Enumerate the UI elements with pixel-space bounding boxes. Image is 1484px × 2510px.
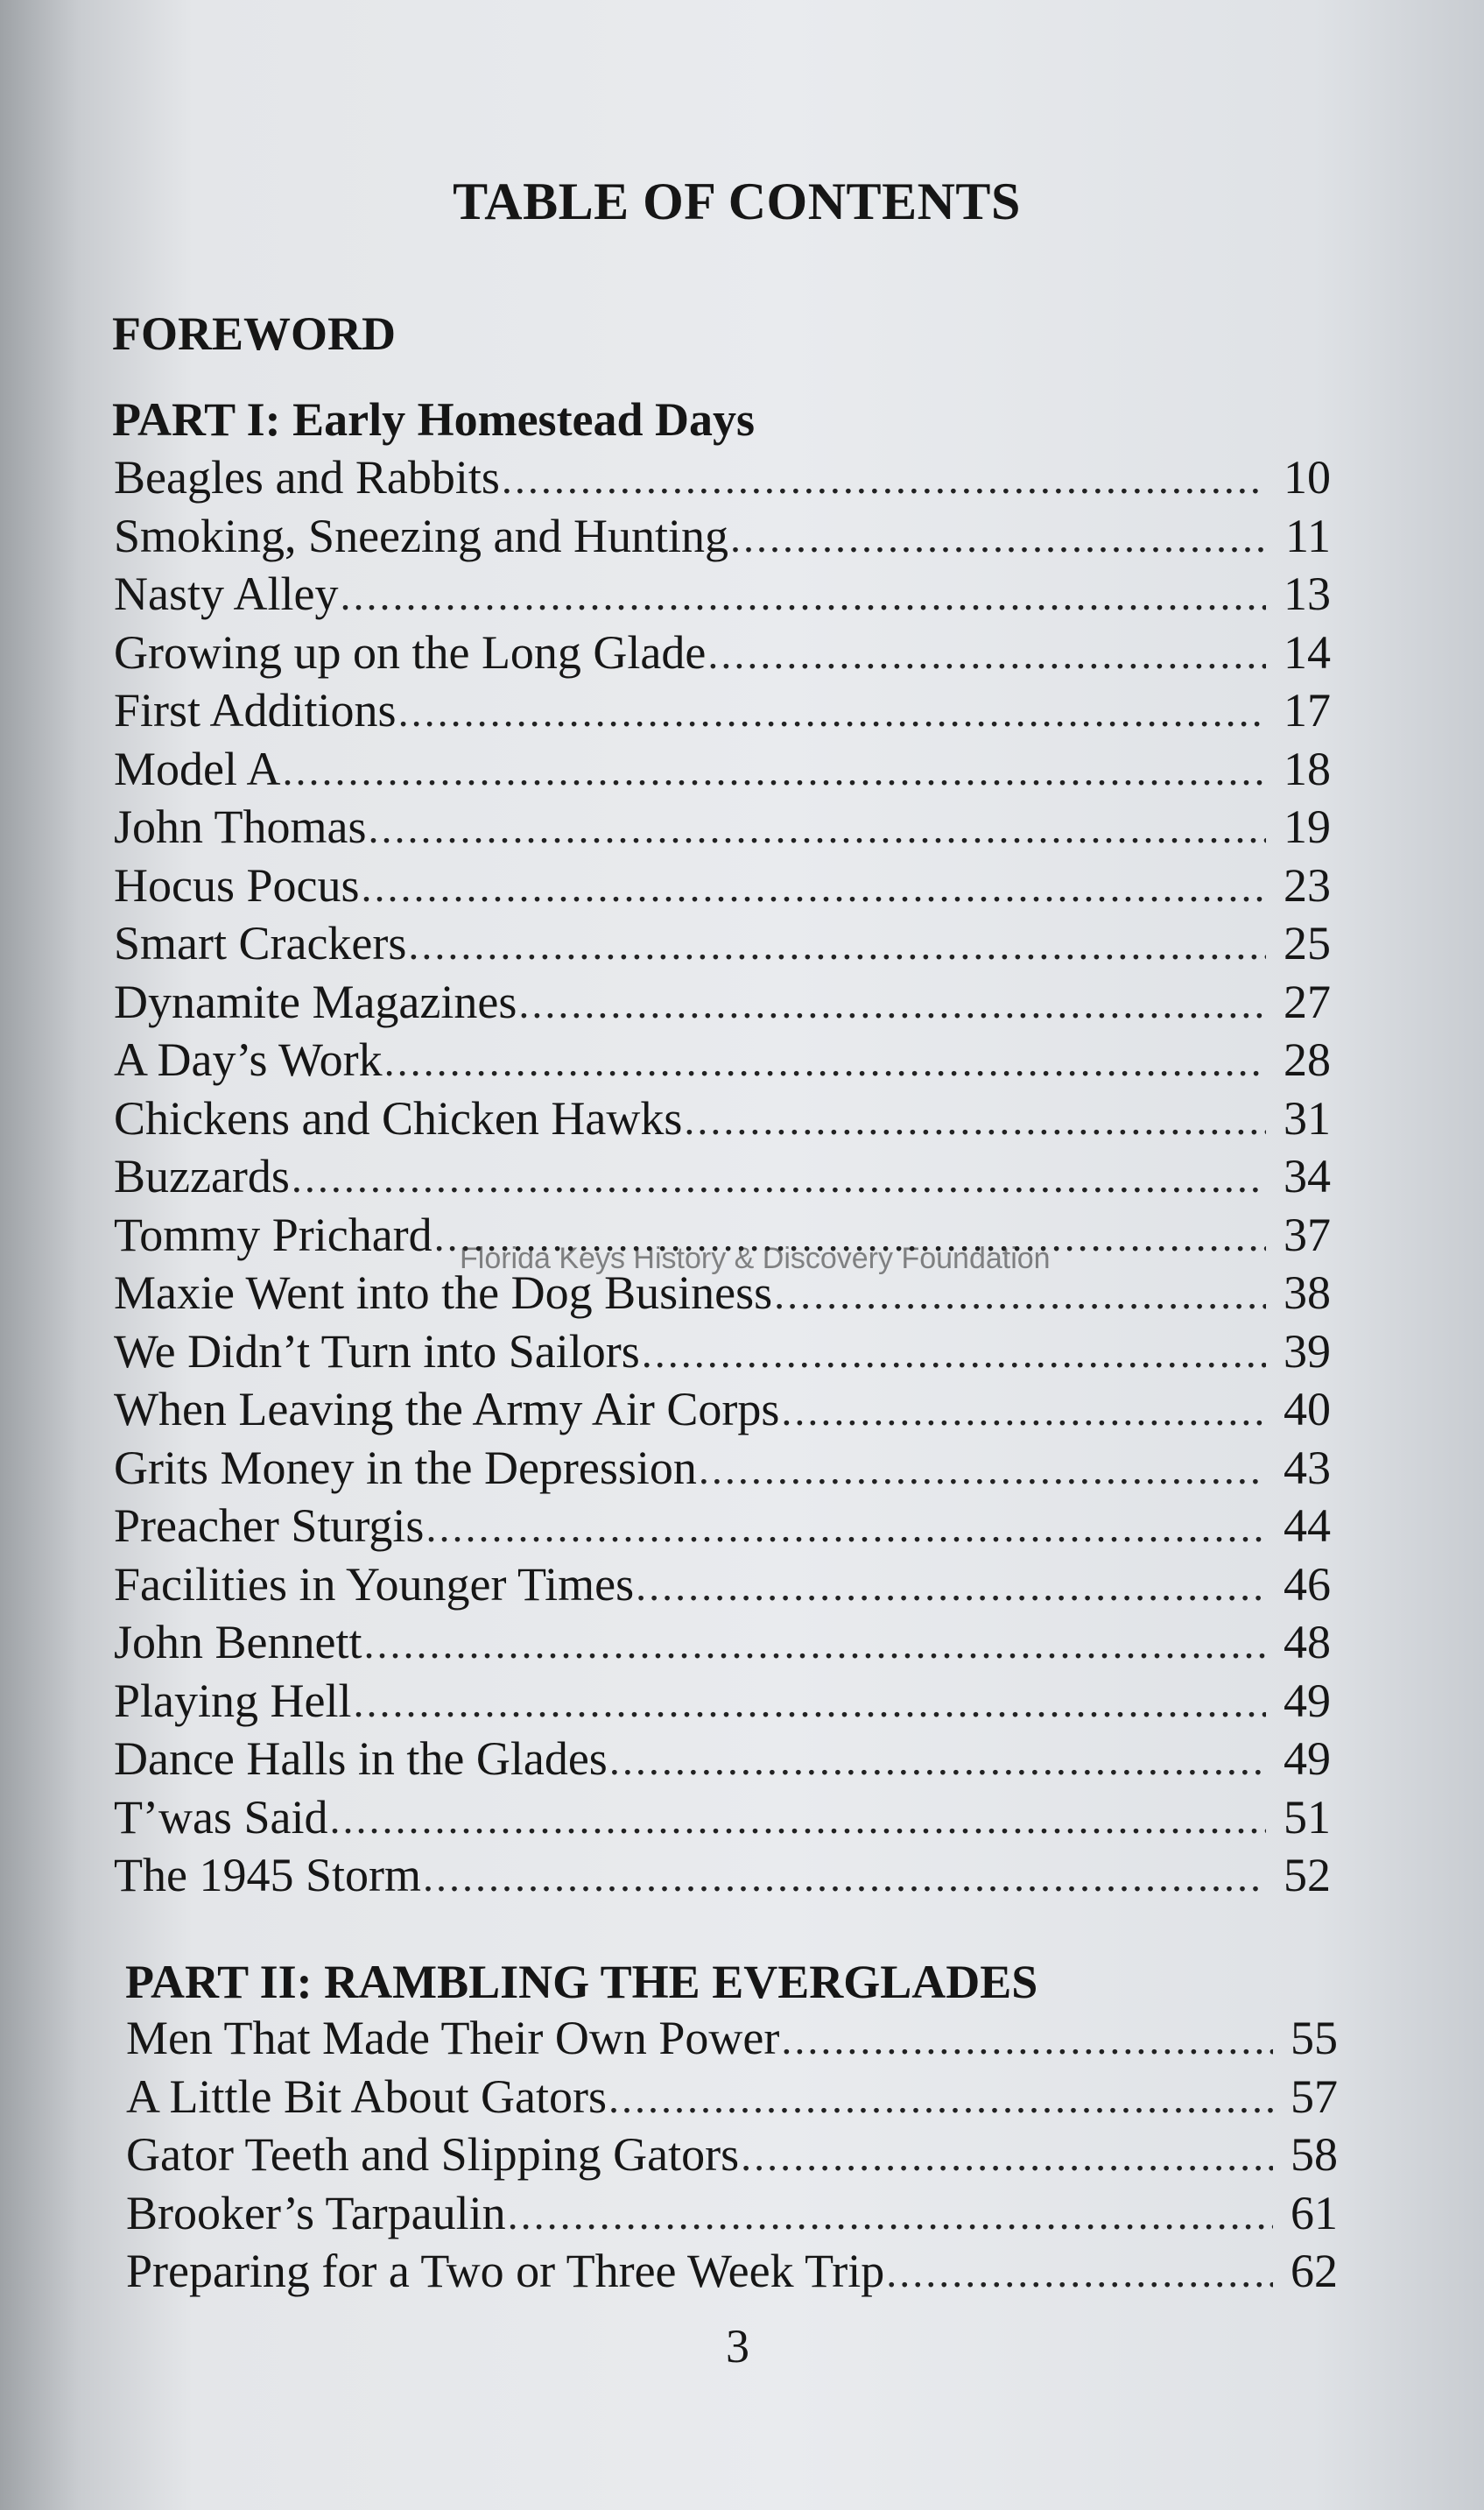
toc-entry-title: When Leaving the Army Air Corps xyxy=(114,1383,780,1435)
dot-leader xyxy=(707,631,1266,679)
toc-entry-page: 27 xyxy=(1284,975,1331,1028)
toc-entry-page: 49 xyxy=(1284,1732,1331,1785)
toc-entry-title: John Thomas xyxy=(114,800,367,853)
toc-entry-page: 55 xyxy=(1291,2012,1338,2064)
toc-entry-page: 37 xyxy=(1284,1208,1331,1261)
toc-entry-title: Smart Crackers xyxy=(114,917,407,969)
toc-entry-page: 39 xyxy=(1284,1324,1331,1378)
part-1-heading: PART I: Early Homestead Days xyxy=(112,393,756,446)
toc-entry-page: 43 xyxy=(1284,1441,1331,1494)
toc-entry-title: Buzzards xyxy=(114,1150,290,1202)
dot-leader xyxy=(886,2249,1273,2297)
toc-entry-page: 40 xyxy=(1284,1383,1331,1435)
toc-entry-page: 46 xyxy=(1284,1557,1331,1611)
toc-entry xyxy=(114,1731,1331,1790)
dot-leader xyxy=(426,1504,1266,1552)
toc-entry-page: 19 xyxy=(1284,800,1331,853)
toc-entry-title: A Day’s Work xyxy=(114,1033,383,1086)
dot-leader xyxy=(636,1562,1266,1611)
toc-entry-title: T’was Said xyxy=(114,1790,328,1844)
toc-entry-page: 58 xyxy=(1291,2128,1338,2181)
page-number: 3 xyxy=(726,2320,749,2373)
toc-entry-page: 34 xyxy=(1284,1150,1331,1202)
toc-entry-page: 61 xyxy=(1291,2186,1338,2239)
toc-entry xyxy=(126,2244,1338,2302)
toc-entry-title: The 1945 Storm xyxy=(114,1849,421,1901)
dot-leader xyxy=(398,688,1266,737)
dot-leader xyxy=(362,864,1267,912)
toc-entry-page: 38 xyxy=(1284,1266,1331,1319)
dot-leader xyxy=(642,1329,1266,1378)
dot-leader xyxy=(408,921,1266,969)
dot-leader xyxy=(283,747,1266,795)
toc-entry xyxy=(114,1557,1331,1616)
dot-leader xyxy=(684,1096,1266,1145)
watermark-text: Florida Keys History & Discovery Foundation xyxy=(460,1242,1051,1275)
toc-entry xyxy=(114,1382,1331,1441)
toc-entry xyxy=(114,1848,1331,1907)
toc-entry xyxy=(114,742,1331,800)
dot-leader xyxy=(292,1154,1266,1202)
toc-entry xyxy=(114,1091,1331,1150)
toc-entry xyxy=(114,1498,1331,1557)
dot-leader xyxy=(369,805,1266,853)
toc-entry-title: Grits Money in the Depression xyxy=(114,1441,697,1494)
dot-leader xyxy=(741,2133,1273,2181)
toc-entry-title: Dynamite Magazines xyxy=(114,975,517,1028)
toc-entry-page: 62 xyxy=(1291,2245,1338,2297)
dot-leader xyxy=(384,1038,1266,1086)
toc-entry xyxy=(114,1149,1331,1208)
toc-entry xyxy=(114,625,1331,684)
dot-leader xyxy=(423,1853,1266,1901)
toc-entry-page: 52 xyxy=(1284,1849,1331,1901)
toc-entry-title: Nasty Alley xyxy=(114,568,339,620)
dot-leader xyxy=(353,1679,1266,1727)
toc-entry-title: Men That Made Their Own Power xyxy=(126,2012,780,2064)
toc-entry xyxy=(114,509,1331,568)
toc-entry xyxy=(114,567,1331,625)
dot-leader xyxy=(781,1387,1266,1435)
toc-entry-page: 23 xyxy=(1284,858,1331,912)
toc-entry-page: 48 xyxy=(1284,1616,1331,1668)
toc-entry xyxy=(114,800,1331,858)
toc-entry-page: 14 xyxy=(1284,625,1331,679)
toc-entry-title: Growing up on the Long Glade xyxy=(114,625,707,679)
toc-entry xyxy=(114,975,1331,1033)
page-title: TABLE OF CONTENTS xyxy=(453,173,1021,230)
toc-entry-title: Playing Hell xyxy=(114,1674,352,1727)
dot-leader xyxy=(502,455,1266,504)
toc-entry xyxy=(114,1441,1331,1499)
toc-entry-title: John Bennett xyxy=(114,1616,362,1668)
toc-entry-title: A Little Bit About Gators xyxy=(126,2069,607,2123)
part-2-heading: PART II: RAMBLING THE EVERGLADES xyxy=(125,1956,1038,2008)
dot-leader xyxy=(329,1795,1266,1844)
dot-leader xyxy=(363,1620,1266,1668)
toc-entry xyxy=(114,1615,1331,1674)
toc-entry-page: 28 xyxy=(1284,1033,1331,1086)
toc-entry xyxy=(126,2186,1338,2245)
toc-entry-page: 18 xyxy=(1284,742,1331,795)
toc-entry-title: Brooker’s Tarpaulin xyxy=(126,2186,506,2239)
dot-leader xyxy=(609,1737,1266,1785)
toc-entry xyxy=(114,450,1331,509)
part-2-entries xyxy=(126,2011,1338,2302)
toc-entry-page: 25 xyxy=(1284,917,1331,969)
toc-entry-title: Preparing for a Two or Three Week Trip xyxy=(126,2245,885,2297)
dot-leader xyxy=(781,2016,1273,2064)
toc-entry-page: 57 xyxy=(1291,2069,1338,2123)
part-1-entries xyxy=(114,450,1331,1907)
toc-entry-title: Beagles and Rabbits xyxy=(114,451,500,504)
toc-entry-title: First Additions xyxy=(114,684,397,737)
toc-entry xyxy=(126,2069,1338,2128)
dot-leader xyxy=(730,514,1266,562)
dot-leader xyxy=(518,980,1266,1028)
toc-entry-page: 13 xyxy=(1284,568,1331,620)
toc-entry-title: Gator Teeth and Slipping Gators xyxy=(126,2128,740,2181)
toc-entry-title: Hocus Pocus xyxy=(114,858,360,912)
toc-entry xyxy=(114,1324,1331,1383)
dot-leader xyxy=(774,1271,1266,1319)
toc-entry-title: Tommy Prichard xyxy=(114,1208,433,1261)
toc-entry xyxy=(114,683,1331,742)
toc-entry-title: We Didn’t Turn into Sailors xyxy=(114,1324,640,1378)
toc-entry-page: 10 xyxy=(1284,451,1331,504)
dot-leader xyxy=(340,572,1266,620)
toc-entry xyxy=(114,858,1331,917)
toc-entry-page: 51 xyxy=(1284,1790,1331,1844)
toc-entry-title: Maxie Went into the Dog Business xyxy=(114,1266,773,1319)
toc-entry xyxy=(114,1033,1331,1091)
toc-entry xyxy=(114,916,1331,975)
foreword-heading: FOREWORD xyxy=(112,307,396,360)
toc-entry-page: 44 xyxy=(1284,1499,1331,1552)
toc-entry-title: Dance Halls in the Glades xyxy=(114,1732,608,1785)
toc-entry-title: Chickens and Chicken Hawks xyxy=(114,1091,683,1145)
toc-entry-title: Preacher Sturgis xyxy=(114,1499,425,1552)
dot-leader xyxy=(608,2075,1273,2123)
toc-entry xyxy=(114,1790,1331,1849)
toc-entry-page: 31 xyxy=(1284,1091,1331,1145)
toc-entry-page: 11 xyxy=(1285,509,1331,562)
toc-entry-title: Smoking, Sneezing and Hunting xyxy=(114,509,728,562)
toc-entry-page: 49 xyxy=(1284,1674,1331,1727)
toc-entry xyxy=(114,1674,1331,1732)
toc-entry xyxy=(126,2127,1338,2186)
dot-leader xyxy=(508,2191,1273,2239)
toc-entry-title: Model A xyxy=(114,742,281,795)
toc-entry xyxy=(126,2011,1338,2069)
dot-leader xyxy=(699,1446,1266,1494)
toc-entry-title: Facilities in Younger Times xyxy=(114,1557,635,1611)
toc-entry-page: 17 xyxy=(1284,684,1331,737)
